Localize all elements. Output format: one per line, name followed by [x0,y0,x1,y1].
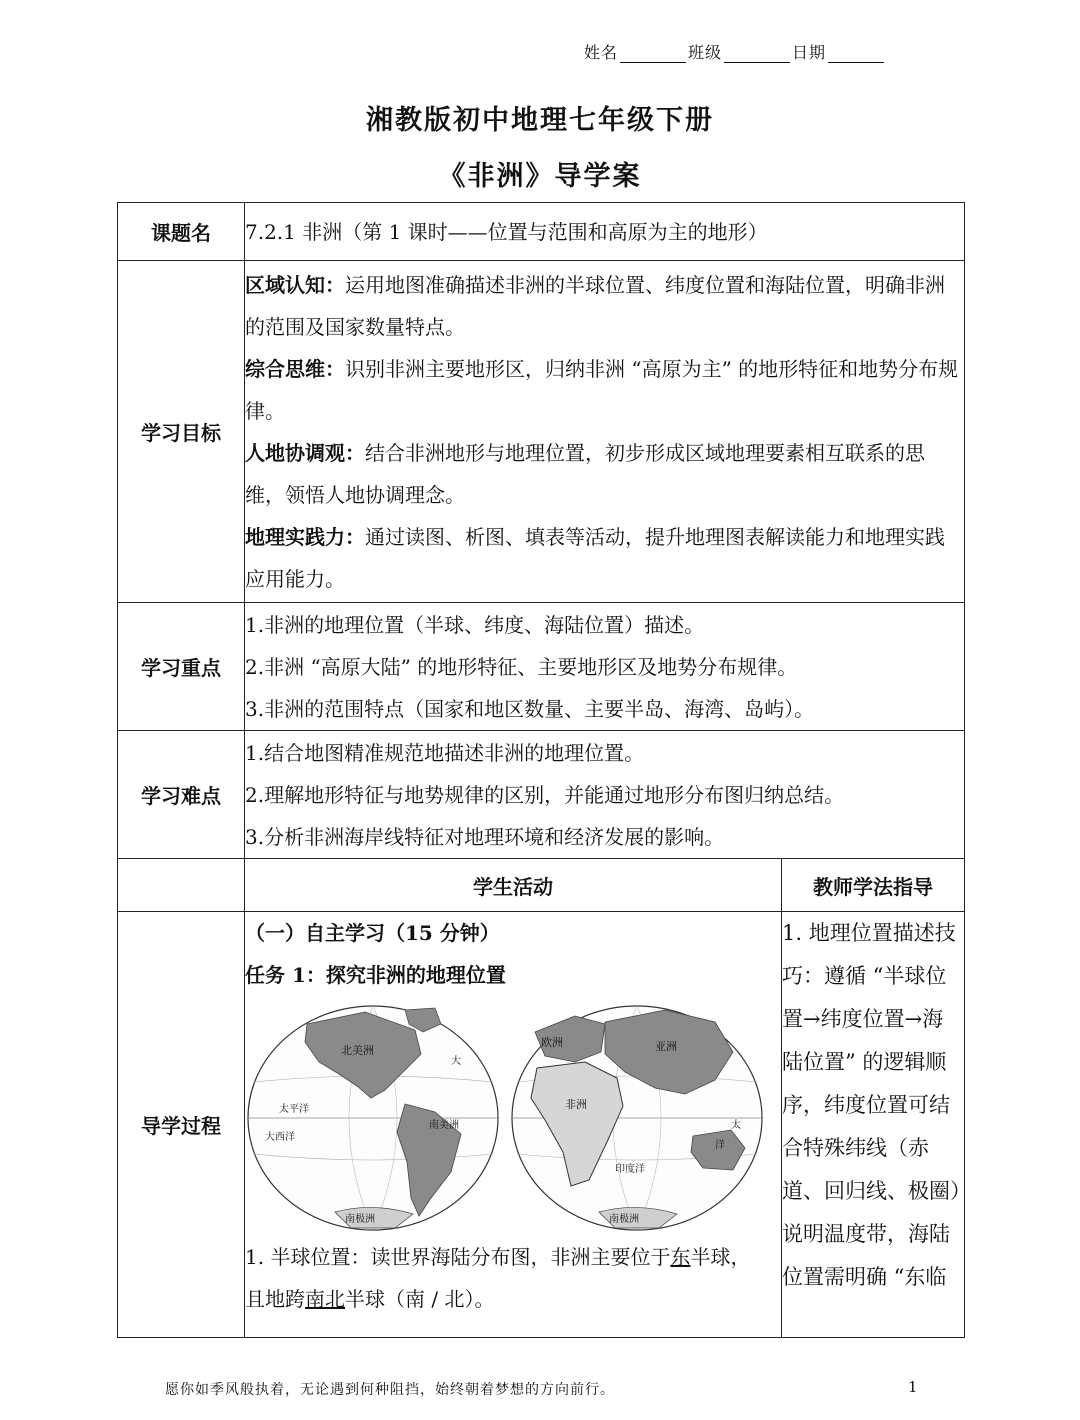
difficulties-row [118,731,965,859]
empty-header-cell [118,859,245,912]
objective-text: 运用地图准确描述非洲的半球位置、纬度位置和海陆位置，明确非洲的范围及国家数量特点。 [245,272,945,339]
key-points-row [118,603,965,731]
difficulty-item: 3.分析非洲海岸线特征对地理环境和经济发展的影响。 [245,824,725,849]
class-label: 班级 [688,43,723,62]
date-blank[interactable] [828,46,884,63]
question-hemisphere-line2 [245,1278,781,1320]
key-points-content [245,603,965,731]
task-heading: 任务 1：探究非洲的地理位置 [245,963,506,987]
key-point-item: 3.非洲的范围特点（国家和地区数量、主要半岛、海湾、岛屿）。 [245,696,815,721]
objectives-row [118,261,965,603]
student-activity-cell [245,912,782,1338]
student-activity-header: 学生活动 [245,859,782,912]
difficulty-item: 2.理解地形特征与地势规律的区别，并能通过地形分布图归纳总结。 [245,782,845,807]
lesson-plan-table [117,202,965,1338]
key-points-label: 学习重点 [118,603,245,731]
objective-text: 通过读图、析图、填表等活动，提升地理图表解读能力和地理实践应用能力。 [245,524,945,591]
difficulty-item: 1.结合地图精准规范地描述非洲的地理位置。 [245,740,645,765]
difficulties-content [245,731,965,859]
teacher-guide-header: 教师学法指导 [782,859,965,912]
question-text: 半球， [690,1245,751,1269]
objectives-label: 学习目标 [118,261,245,603]
label-antarctica-west: 南极洲 [345,1214,375,1225]
column-header-row [118,859,965,912]
question-hemisphere [245,1236,781,1278]
difficulties-label: 学习难点 [118,731,245,859]
name-label: 姓名 [584,43,619,62]
eastern-hemisphere [512,1006,762,1230]
topic-value: 7.2.1 非洲（第 1 课时——位置与范围和高原为主的地形） [245,203,965,261]
process-label: 导学过程 [118,912,245,1338]
key-point-item: 1.非洲的地理位置（半球、纬度、海陆位置）描述。 [245,612,705,637]
question-text: 1. 半球位置：读世界海陆分布图，非洲主要位于 [245,1245,671,1269]
student-info-header [584,40,886,63]
date-label: 日期 [792,43,827,62]
label-north-america: 北美洲 [341,1044,374,1057]
label-asia: 亚洲 [655,1040,677,1053]
name-blank[interactable] [620,46,686,63]
objective-item [245,264,964,348]
question-text: 且地跨 [245,1287,305,1311]
topic-label: 课题名 [118,203,245,261]
page-number: 1 [908,1378,918,1396]
objectives-content [245,261,965,603]
answer-blank[interactable]: 东 [670,1245,691,1269]
label-tai: 太 [731,1120,741,1131]
label-pacific-west: 太平洋 [279,1104,309,1115]
label-yang: 洋 [715,1140,725,1151]
objective-head: 区域认知： [245,272,345,297]
answer-blank[interactable]: 南北 [305,1287,345,1311]
objective-head: 人地协调观： [245,440,365,465]
section-heading: （一）自主学习（15 分钟） [245,921,500,945]
label-da: 大 [451,1056,461,1067]
objective-item [245,348,964,432]
key-point-item: 2.非洲 “高原大陆” 的地形特征、主要地形区及地势分布规律。 [245,654,798,679]
label-south-america: 南美洲 [429,1120,459,1131]
label-atlantic: 大西洋 [265,1132,295,1143]
question-text: 半球（南 / 北）。 [345,1287,495,1311]
label-antarctica-east: 南极洲 [609,1214,639,1225]
objective-item [245,432,964,516]
objective-head: 综合思维： [245,356,345,381]
objective-text: 结合非洲地形与地理位置，初步形成区域地理要素相互联系的思维，领悟人地协调理念。 [245,440,925,507]
footer-motto: 愿你如季风般执着，无论遇到何种阻挡，始终朝着梦想的方向前行。 [165,1382,615,1398]
teacher-guide-cell: 1. 地理位置描述技巧：遵循 “半球位置→纬度位置→海陆位置” 的逻辑顺序，纬度位置可结合特殊纬线（赤道、回归线、极圈）说明温度带，海陆位置需明确 “东临 [782,912,965,1338]
page-title: 湘教版初中地理七年级下册 [366,105,714,136]
label-africa: 非洲 [565,1098,587,1111]
topic-row [118,203,965,261]
objective-text: 识别非洲主要地形区，归纳非洲 “高原为主” 的地形特征和地势分布规律。 [245,356,959,423]
label-europe: 欧洲 [541,1036,563,1049]
class-blank[interactable] [724,46,790,63]
western-hemisphere [248,1006,498,1230]
world-map [245,1002,765,1234]
page-subtitle: 《非洲》导学案 [438,161,642,192]
process-row [118,912,965,1338]
objective-item [245,516,964,600]
world-map-svg [245,1002,765,1234]
objective-head: 地理实践力： [245,524,365,549]
label-indian: 印度洋 [615,1164,645,1175]
